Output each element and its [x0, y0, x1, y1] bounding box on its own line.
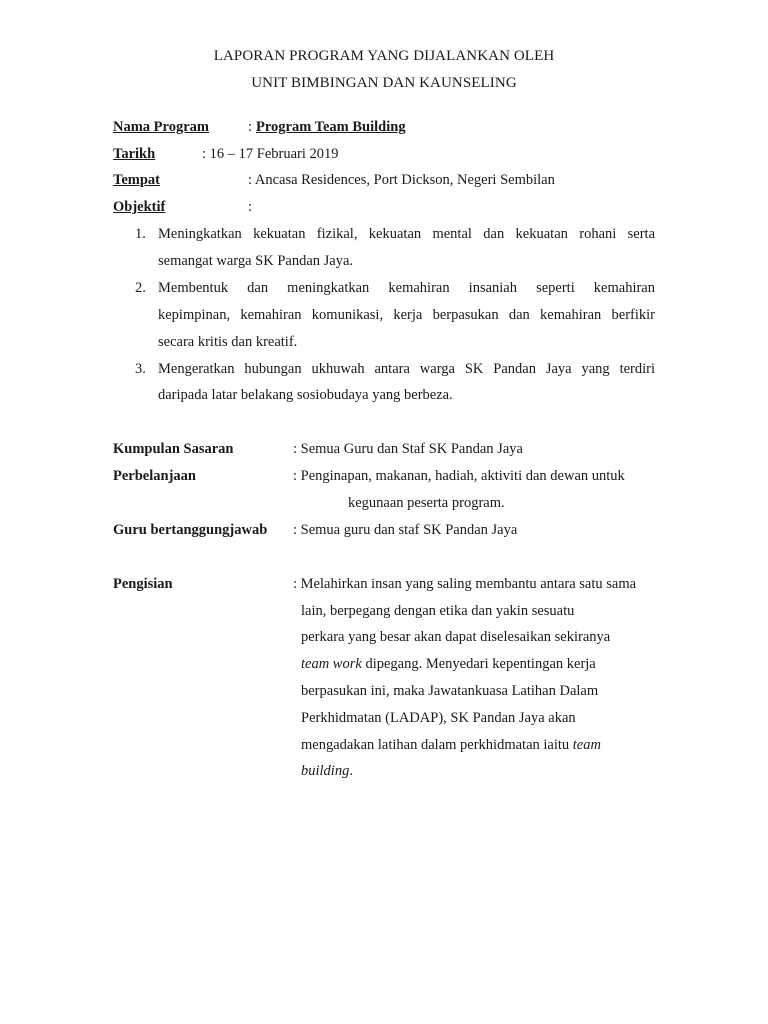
- pengisian-line: [301, 762, 353, 780]
- pengisian-line-end: .: [349, 763, 353, 779]
- kumpulan-sasaran-value: : Semua Guru dan Staf SK Pandan Jaya: [293, 441, 523, 457]
- tempat-label: Tempat: [113, 172, 160, 188]
- pengisian-label: Pengisian: [113, 576, 173, 592]
- objective-text: daripada latar belakang sosiobudaya yang berbeza.: [158, 387, 453, 403]
- objective-text: Membentuk dan meningkatkan kemahiran insaniah seperti kemahiran: [158, 280, 655, 296]
- nama-program-label: Nama Program: [113, 119, 209, 135]
- nama-program-separator: :: [248, 119, 253, 135]
- objective-text: kepimpinan, kemahiran komunikasi, kerja berpasukan dan kemahiran berfikir: [158, 307, 655, 323]
- objective-number: 3.: [135, 361, 146, 377]
- guru-bertanggungjawab-label: Guru bertanggungjawab: [113, 522, 268, 538]
- objektif-separator: :: [248, 199, 253, 215]
- objektif-label: Objektif: [113, 199, 166, 215]
- pengisian-italic-phrase: team: [572, 737, 601, 753]
- pengisian-line: [301, 736, 601, 754]
- tempat-value: : Ancasa Residences, Port Dickson, Negeri Sembilan: [248, 172, 555, 188]
- tarikh-value: : 16 – 17 Februari 2019: [202, 146, 339, 162]
- perbelanjaan-label: Perbelanjaan: [113, 468, 196, 484]
- pengisian-line-rest: dipegang. Menyedari kepentingan kerja: [361, 656, 596, 672]
- guru-bertanggungjawab-value: : Semua guru dan staf SK Pandan Jaya: [293, 522, 518, 538]
- nama-program-value: Program Team Building: [256, 119, 406, 135]
- objective-text: semangat warga SK Pandan Jaya.: [158, 253, 354, 269]
- pengisian-line: Perkhidmatan (LADAP), SK Pandan Jaya akan: [301, 710, 576, 726]
- pengisian-line: perkara yang besar akan dapat diselesaikan sekiranya: [301, 629, 611, 645]
- pengisian-line-start: mengadakan latihan dalam perkhidmatan iaitu: [301, 737, 573, 753]
- perbelanjaan-value: : Penginapan, makanan, hadiah, aktiviti dan dewan untuk: [293, 468, 625, 484]
- pengisian-line: berpasukan ini, maka Jawatankuasa Latihan Dalam: [301, 683, 599, 699]
- objective-text: secara kritis dan kreatif.: [158, 334, 298, 350]
- tarikh-label: Tarikh: [113, 146, 156, 162]
- kumpulan-sasaran-label: Kumpulan Sasaran: [113, 441, 234, 457]
- perbelanjaan-value-continued: kegunaan peserta program.: [348, 495, 505, 511]
- report-title-line2: UNIT BIMBINGAN DAN KAUNSELING: [251, 75, 517, 91]
- objective-text: Meningkatkan kekuatan fizikal, kekuatan mental dan kekuatan rohani serta: [158, 226, 655, 242]
- objective-number: 1.: [135, 226, 146, 242]
- pengisian-italic-phrase: building: [301, 763, 350, 779]
- pengisian-italic-phrase: team work: [301, 656, 362, 672]
- pengisian-line: [301, 655, 596, 673]
- pengisian-line: lain, berpegang dengan etika dan yakin sesuatu: [301, 603, 575, 619]
- objective-text: Mengeratkan hubungan ukhuwah antara warga SK Pandan Jaya yang terdiri: [158, 361, 655, 377]
- report-title-line1: LAPORAN PROGRAM YANG DIJALANKAN OLEH: [213, 48, 555, 64]
- objective-number: 2.: [135, 280, 146, 296]
- pengisian-line: : Melahirkan insan yang saling membantu antara satu sama: [293, 576, 637, 592]
